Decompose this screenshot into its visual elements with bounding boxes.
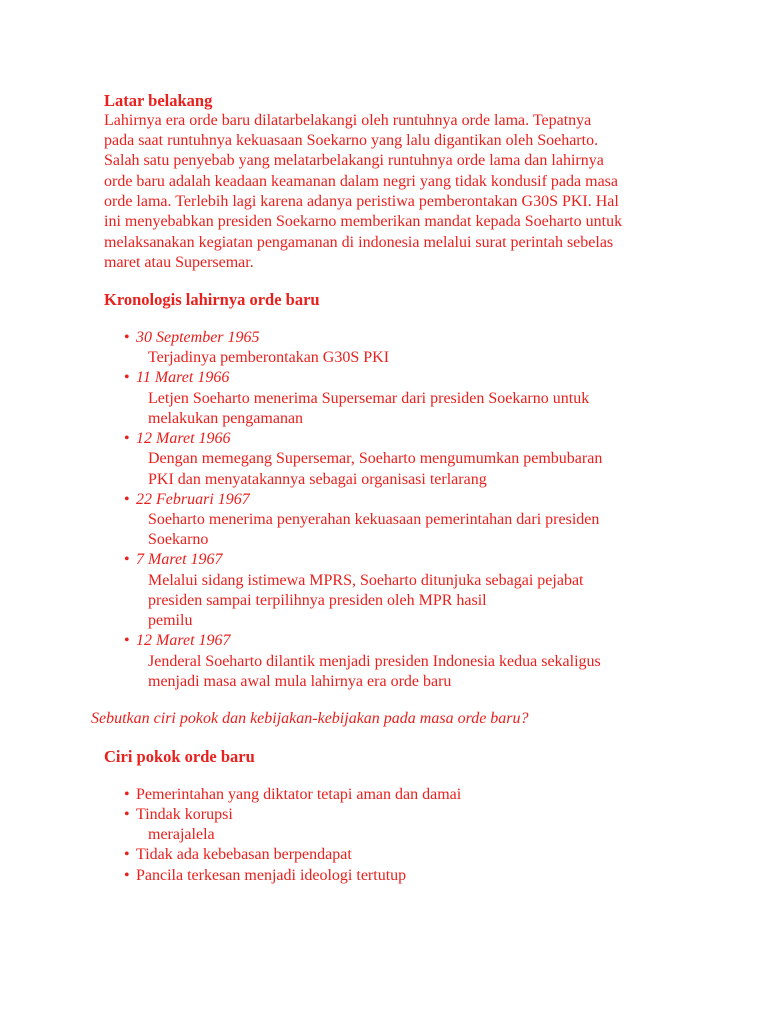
bullet-icon: • [124, 632, 130, 649]
bullet-icon: • [124, 369, 130, 386]
chronology-desc: menjadi masa awal mula lahirnya era orde baru [148, 673, 452, 690]
ciri-item-text: Pancila terkesan menjadi ideologi tertutup [136, 867, 407, 884]
chronology-date: 30 September 1965 [136, 329, 260, 346]
ciri-item-text: Tidak ada kebebasan berpendapat [136, 846, 352, 863]
chronology-date: 12 Maret 1966 [136, 430, 231, 447]
latar-line: pada saat runtuhnya kekuasaan Soekarno yang lalu digantikan oleh Soeharto. [104, 132, 599, 149]
latar-line: maret atau Supersemar. [104, 254, 254, 271]
list-item [124, 805, 233, 825]
chronology-desc: Letjen Soeharto menerima Supersemar dari presiden Soekarno untuk [148, 390, 590, 407]
ciri-item-continuation: merajalela [148, 826, 215, 843]
chronology-desc: presiden sampai terpilihnya presiden oleh MPR hasil [148, 592, 487, 609]
latar-line: Lahirnya era orde baru dilatarbelakangi oleh runtuhnya orde lama. Tepatnya [104, 112, 592, 129]
chronology-desc: melakukan pengamanan [148, 410, 304, 427]
chronology-desc: Melalui sidang istimewa MPRS, Soeharto ditunjuka sebagai pejabat [148, 572, 584, 589]
latar-line: orde lama. Terlebih lagi karena adanya peristiwa pemberontakan G30S PKI. Hal [104, 193, 619, 210]
list-item [124, 785, 461, 805]
list-item [124, 631, 231, 651]
chronology-date: 11 Maret 1966 [136, 369, 230, 386]
ciri-item-text: Tindak korupsi [136, 806, 233, 823]
bullet-icon: • [124, 329, 130, 346]
bullet-icon: • [124, 491, 130, 508]
heading-kronologis: Kronologis lahirnya orde baru [104, 290, 320, 309]
latar-line: Salah satu penyebab yang melatarbelakangi runtuhnya orde lama dan lahirnya [104, 152, 604, 169]
bullet-icon: • [124, 846, 130, 863]
chronology-desc: PKI dan menyatakannya sebagai organisasi terlarang [148, 471, 487, 488]
list-item [124, 866, 406, 886]
latar-line: orde baru adalah keadaan keamanan dalam negri yang tidak kondusif pada masa [104, 173, 619, 190]
bullet-icon: • [124, 430, 130, 447]
bullet-icon: • [124, 786, 130, 803]
chronology-date: 22 Februari 1967 [136, 491, 250, 508]
chronology-desc: Soeharto menerima penyerahan kekuasaan pemerintahan dari presiden [148, 511, 600, 528]
chronology-desc: Dengan memegang Supersemar, Soeharto mengumumkan pembubaran [148, 450, 603, 467]
heading-latar-belakang: Latar belakang [104, 91, 213, 110]
latar-line: melaksanakan kegiatan pengamanan di indonesia melalui surat perintah sebelas [104, 234, 614, 251]
heading-ciri-pokok: Ciri pokok orde baru [104, 747, 255, 766]
chronology-desc: Soekarno [148, 531, 209, 548]
chronology-desc: Jenderal Soeharto dilantik menjadi presiden Indonesia kedua sekaligus [148, 653, 601, 670]
list-item [124, 429, 231, 449]
list-item [124, 328, 260, 348]
list-item [124, 368, 229, 388]
bullet-icon: • [124, 806, 130, 823]
chronology-desc: pemilu [148, 612, 193, 629]
list-item [124, 845, 352, 865]
chronology-date: 7 Maret 1967 [136, 551, 223, 568]
bullet-icon: • [124, 551, 130, 568]
list-item [124, 550, 223, 570]
chronology-date: 12 Maret 1967 [136, 632, 231, 649]
latar-line: ini menyebabkan presiden Soekarno memberikan mandat kepada Soeharto untuk [104, 213, 623, 230]
chronology-desc: Terjadinya pemberontakan G30S PKI [148, 349, 390, 366]
list-item [124, 490, 250, 510]
question-line: Sebutkan ciri pokok dan kebijakan-kebijakan pada masa orde baru? [91, 710, 529, 727]
bullet-icon: • [124, 867, 130, 884]
ciri-item-text: Pemerintahan yang diktator tetapi aman dan damai [136, 786, 462, 803]
